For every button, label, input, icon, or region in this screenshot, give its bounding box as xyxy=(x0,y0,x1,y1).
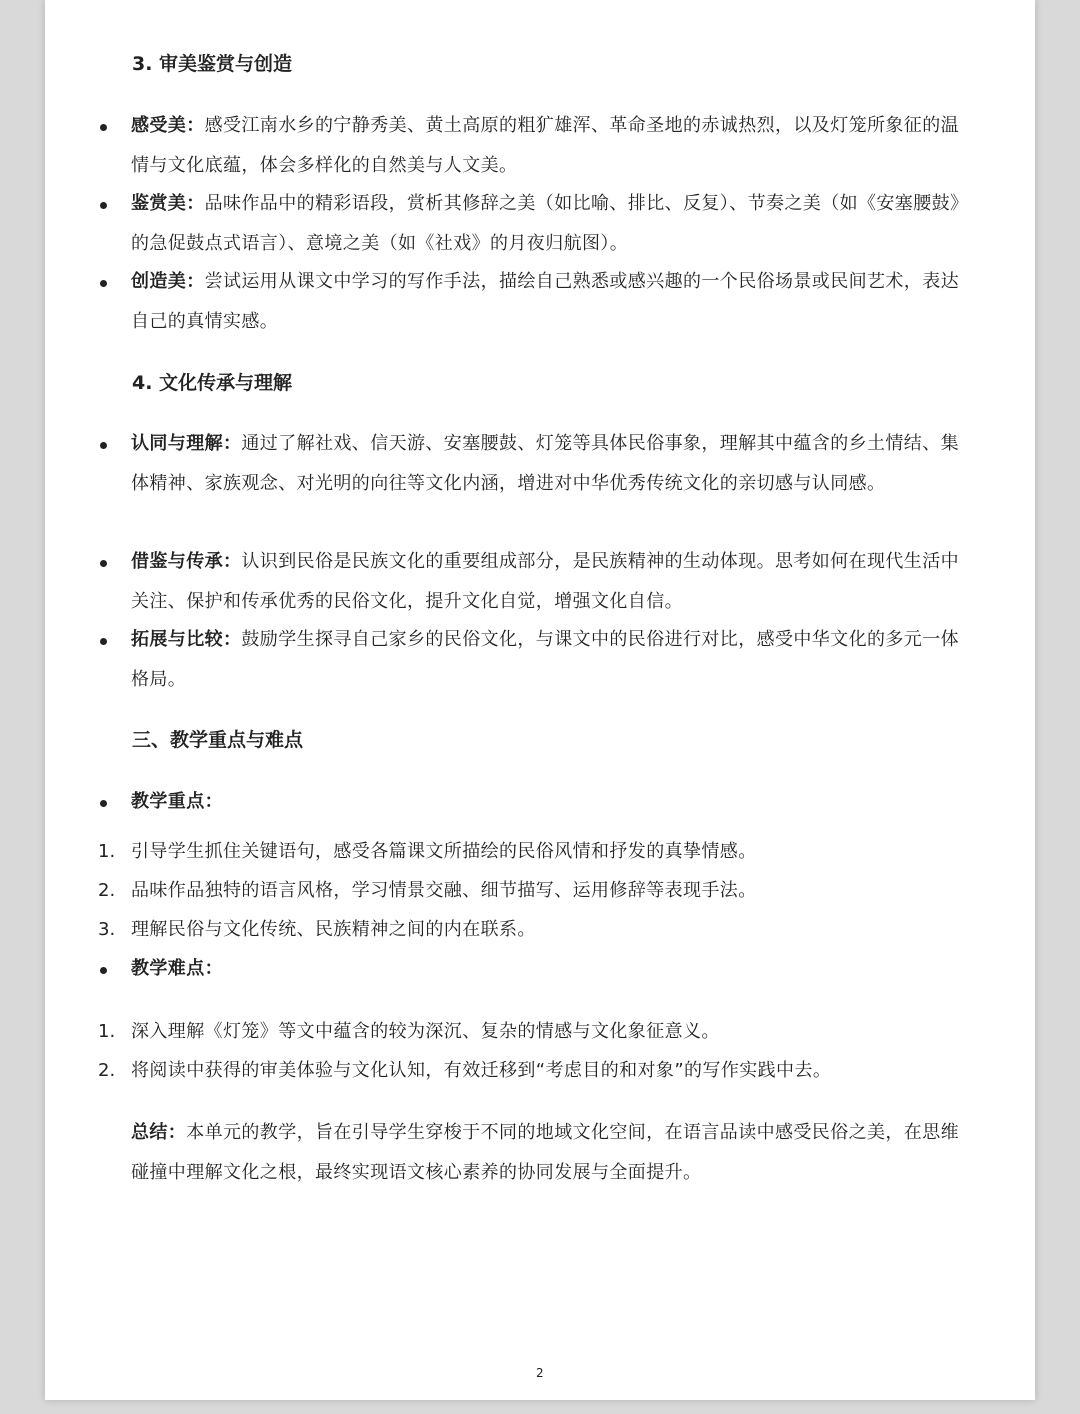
difficulty-item-2: 将阅读中获得的审美体验与文化认知，有效迁移到“考虑目的和对象”的写作实践中去。 xyxy=(131,1060,832,1081)
item-label: 拓展与比较： xyxy=(131,629,242,650)
item-text: 尝试运用从课文中学习的写作手法，描绘自己熟悉或感兴趣的一个民俗场景或民间艺术，表达自己的真情实感。 xyxy=(131,271,960,332)
item-label: 认同与理解： xyxy=(131,433,242,454)
bullet-icon xyxy=(100,967,107,974)
focus-item-2: 品味作品独特的语言风格，学习情景交融、细节描写、运用修辞等表现手法。 xyxy=(131,880,757,901)
bullet-icon xyxy=(100,560,107,567)
list-item-inherit xyxy=(131,542,961,621)
page-number: 2 xyxy=(536,1366,544,1380)
item-label: 创造美： xyxy=(131,271,205,292)
list-number: 2. xyxy=(98,880,116,901)
list-item-feel-beauty xyxy=(131,106,961,185)
bullet-icon xyxy=(100,202,107,209)
section-heading-key-points: 三、教学重点与难点 xyxy=(132,729,304,751)
bullet-icon xyxy=(100,124,107,131)
section-heading-culture: 4. 文化传承与理解 xyxy=(132,372,293,394)
list-item-appreciate-beauty xyxy=(131,184,961,263)
list-number: 3. xyxy=(98,919,116,940)
bullet-icon xyxy=(100,280,107,287)
item-label: 感受美： xyxy=(131,115,205,136)
item-text: 认识到民俗是民族文化的重要组成部分，是民族精神的生动体现。思考如何在现代生活中关注、保护和传承优秀的民俗文化，提升文化自觉，增强文化自信。 xyxy=(131,551,960,612)
bullet-icon xyxy=(100,442,107,449)
item-text: 鼓励学生探寻自己家乡的民俗文化，与课文中的民俗进行对比，感受中华文化的多元一体格局。 xyxy=(131,629,960,690)
item-text: 通过了解社戏、信天游、安塞腰鼓、灯笼等具体民俗事象，理解其中蕴含的乡土情结、集体精神、家族观念、对光明的向往等文化内涵，增进对中华优秀传统文化的亲切感与认同感。 xyxy=(131,433,960,494)
item-label: 借鉴与传承： xyxy=(131,551,242,572)
summary-text: 本单元的教学，旨在引导学生穿梭于不同的地域文化空间，在语言品读中感受民俗之美，在思维碰撞中理解文化之根，最终实现语文核心素养的协同发展与全面提升。 xyxy=(131,1122,959,1183)
list-item-identify-understand xyxy=(131,424,961,503)
list-number: 2. xyxy=(98,1060,116,1081)
summary-label: 总结： xyxy=(131,1122,187,1143)
section-heading-aesthetics: 3. 审美鉴赏与创造 xyxy=(132,53,293,75)
list-number: 1. xyxy=(98,1021,116,1042)
list-item-compare xyxy=(131,620,961,699)
focus-item-1: 引导学生抓住关键语句，感受各篇课文所描绘的民俗风情和抒发的真挚情感。 xyxy=(131,841,757,862)
item-label: 鉴赏美： xyxy=(131,193,205,214)
item-text: 感受江南水乡的宁静秀美、黄土高原的粗犷雄浑、革命圣地的赤诚热烈，以及灯笼所象征的温情与文化底蕴，体会多样化的自然美与人文美。 xyxy=(131,115,960,176)
list-number: 1. xyxy=(98,841,116,862)
bullet-icon xyxy=(100,638,107,645)
difficulty-label: 教学难点： xyxy=(131,958,223,979)
difficulty-item-1: 深入理解《灯笼》等文中蕴含的较为深沉、复杂的情感与文化象征意义。 xyxy=(131,1021,720,1042)
summary-paragraph xyxy=(131,1113,961,1192)
list-item-create-beauty xyxy=(131,262,961,341)
focus-label: 教学重点： xyxy=(131,791,223,812)
focus-item-3: 理解民俗与文化传统、民族精神之间的内在联系。 xyxy=(131,919,536,940)
item-text: 品味作品中的精彩语段，赏析其修辞之美（如比喻、排比、反复）、节奏之美（如《安塞腰鼓》的急促鼓点式语言）、意境之美（如《社戏》的月夜归航图）。 xyxy=(131,193,960,254)
bullet-icon xyxy=(100,800,107,807)
